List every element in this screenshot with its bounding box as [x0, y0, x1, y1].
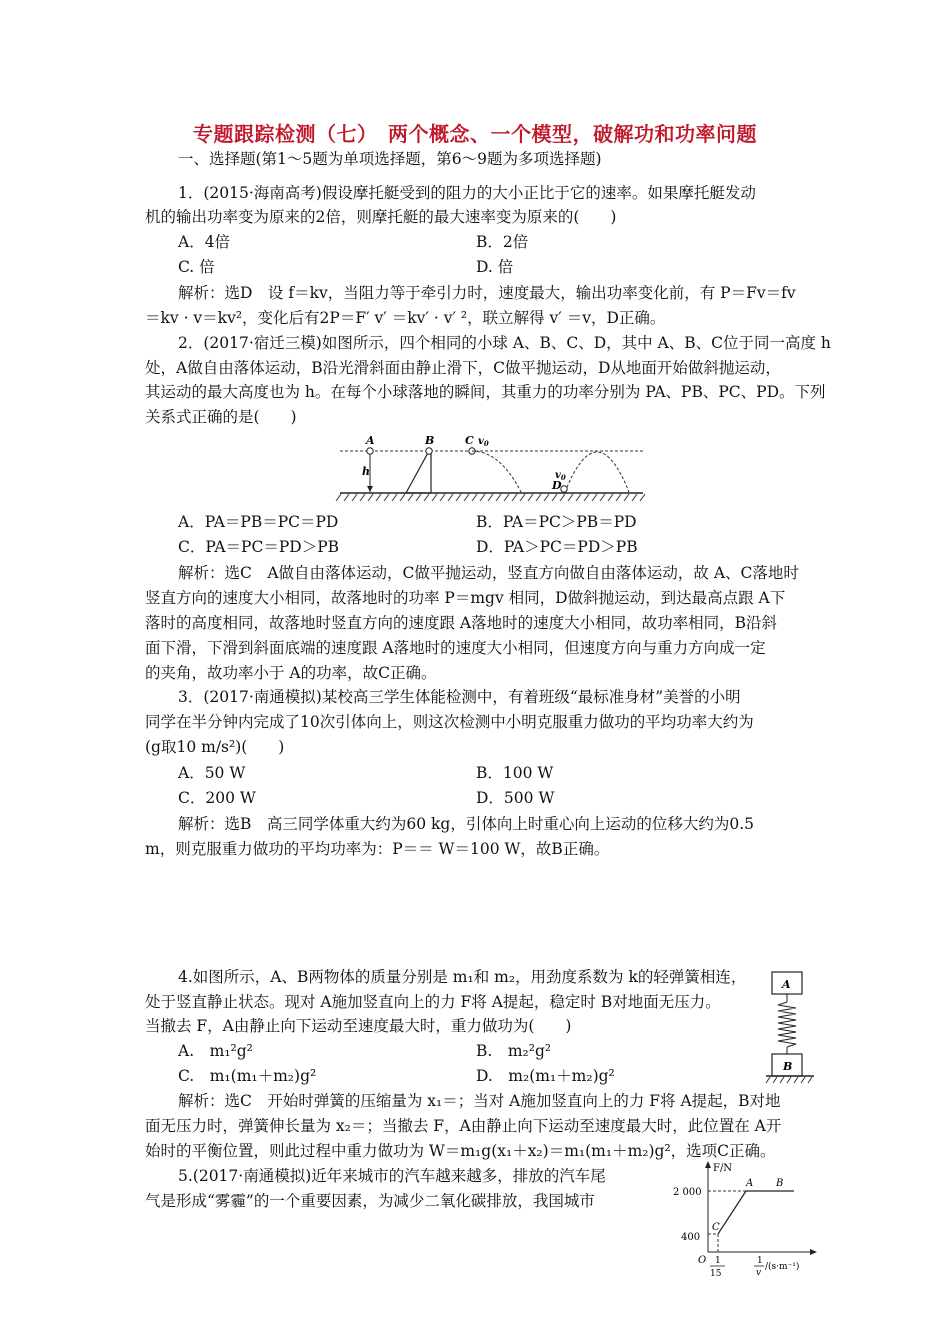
q1-option-d: D. 倍: [476, 258, 514, 276]
svg-text:v: v: [756, 1268, 762, 1278]
q4-solution-line3: 始时的平衡位置，则此过程中重力做功为 W＝m₁g(x₁＋x₂)＝m₁(m₁＋m₂)g²，选项C正确。: [145, 1142, 776, 1160]
q4-stem-line1: 4.如图所示，A、B两物体的质量分别是 m₁和 m₂，用劲度系数为 k的轻弹簧相连，: [178, 968, 747, 986]
svg-text:B: B: [776, 1178, 784, 1189]
svg-text:v0: $v_0$: [555, 470, 566, 482]
q2-option-a: A．PA＝PB＝PC＝PD: [178, 513, 339, 531]
q2-figure: [335, 432, 650, 504]
q1-option-c: C. 倍: [178, 258, 215, 276]
q2-solution-line5: 的夹角，故功率小于 A的功率，故C正确。: [145, 664, 437, 682]
q2-option-c: C．PA＝PC＝PD＞PB: [178, 538, 340, 556]
q2-stem-line4: 关系式正确的是( ): [145, 408, 297, 426]
q2-solution-line4: 面下滑，下滑到斜面底端的速度跟 A落地时的速度大小相同，但速度方向与重力方向成一定: [145, 639, 766, 657]
q5-stem-line2: 气是形成“雾霾”的一个重要因素，为减少二氧化碳排放，我国城市: [145, 1192, 595, 1210]
q4-option-a: A. m₁²g²: [178, 1042, 253, 1060]
q3-solution-line1: 解析：选B 高三同学体重大约为60 kg，引体向上时重心向上运动的位移大约为0.5: [178, 815, 755, 833]
q2-stem-line3: 其运动的最大高度也为 h。在每个小球落地的瞬间，其重力的功率分别为 PA、PB、PC、PD。下列: [145, 383, 826, 401]
svg-text:h: h: [362, 465, 370, 478]
q3-stem-line1: 3．(2017·南通模拟)某校高三学生体能检测中，有着班级“最标准身材”美誉的小明: [178, 688, 741, 706]
q1-option-a: A．4倍: [178, 233, 231, 251]
svg-text:O: O: [698, 1255, 707, 1266]
svg-text:A: A: [746, 1178, 754, 1189]
q2-solution-line1: 解析：选C A做自由落体运动，C做平抛运动，竖直方向做自由落体运动，故 A、C落地时: [178, 564, 799, 582]
q3-option-c: C．200 W: [178, 789, 256, 807]
q3-stem-line2: 同学在半分钟内完成了10次引体向上，则这次检测中小明克服重力做功的平均功率大约为: [145, 713, 754, 731]
svg-text:F/N: F/N: [713, 1163, 733, 1174]
q1-solution-line1: 解析：选D 设 f＝kv，当阻力等于牵引力时，速度最大，输出功率变化前，有 P＝Fv＝fv: [178, 284, 796, 302]
svg-text:A: A: [782, 978, 791, 991]
q5-graph-figure: [672, 1158, 822, 1284]
svg-text:/(s·m⁻¹): /(s·m⁻¹): [765, 1262, 800, 1272]
page-title: 专题跟踪检测（七） 两个概念、一个模型，破解功和功率问题: [193, 122, 757, 146]
q3-stem-line3: (g取10 m/s²)( ): [145, 738, 285, 756]
svg-text:C: C: [465, 434, 474, 447]
svg-text:D: D: [552, 479, 562, 492]
q2-option-d: D．PA＞PC＝PD＞PB: [476, 538, 638, 556]
q3-option-a: A．50 W: [178, 764, 246, 782]
q4-option-c: C. m₁(m₁＋m₂)g²: [178, 1067, 317, 1085]
svg-text:B: B: [783, 1060, 793, 1073]
q2-solution-line3: 落时的高度相同，故落地时竖直方向的速度跟 A落地时的速度大小相同，故功率相同，B沿斜: [145, 614, 778, 632]
svg-text:A: A: [366, 434, 375, 447]
q4-stem-line3: 当撤去 F，A由静止向下运动至速度最大时，重力做功为( ): [145, 1017, 572, 1035]
q4-option-b: B. m₂²g²: [476, 1042, 552, 1060]
q1-stem-line2: 机的输出功率变为原来的2倍，则摩托艇的最大速率变为原来的( ): [145, 208, 617, 226]
q1-stem-line1: 1．(2015·海南高考)假设摩托艇受到的阻力的大小正比于它的速率。如果摩托艇发动: [178, 184, 756, 202]
q2-stem-line2: 处，A做自由落体运动，B沿光滑斜面由静止滑下，C做平抛运动，D从地面开始做斜抛运动，: [145, 359, 781, 377]
q3-option-d: D．500 W: [476, 789, 555, 807]
svg-text:v0: $v_0$: [478, 436, 489, 448]
q4-solution-line1: 解析：选C 开始时弹簧的压缩量为 x₁＝；当对 A施加竖直向上的力 F将 A提起，B对地: [178, 1092, 781, 1110]
q5-stem-line1: 5.(2017·南通模拟)近年来城市的汽车越来越多，排放的汽车尾: [178, 1167, 606, 1185]
section-heading: 一、选择题(第1～5题为单项选择题，第6～9题为多项选择题): [178, 150, 602, 168]
svg-text:C: C: [712, 1222, 720, 1233]
q2-stem-line1: 2．(2017·宿迁三模)如图所示，四个相同的小球 A、B、C、D，其中 A、B、C位于同一高度 h: [178, 334, 831, 352]
q4-stem-line2: 处于竖直静止状态。现对 A施加竖直向上的力 F将 A提起，稳定时 B对地面无压力。: [145, 993, 721, 1011]
svg-text:B: B: [425, 434, 435, 447]
svg-text:15: 15: [710, 1269, 722, 1279]
q3-option-b: B．100 W: [476, 764, 554, 782]
svg-text:1: 1: [715, 1256, 721, 1266]
q1-option-b: B．2倍: [476, 233, 529, 251]
q3-solution-line2: m，则克服重力做功的平均功率为：P＝＝ W＝100 W，故B正确。: [145, 840, 610, 858]
q1-solution-line2: ＝kv · v＝kv²，变化后有2P＝F′ v′ ＝kv′ · v′ ²，联立解得 v′ ＝v，D正确。: [145, 309, 666, 327]
q2-solution-line2: 竖直方向的速度大小相同，故落地时的功率 P＝mgv 相同，D做斜抛运动，到达最高点跟 A下: [145, 589, 786, 607]
svg-text:1: 1: [757, 1256, 763, 1266]
q4-option-d: D. m₂(m₁＋m₂)g²: [476, 1067, 615, 1085]
q2-option-b: B．PA＝PC＞PB＝PD: [476, 513, 637, 531]
q4-solution-line2: 面无压力时，弹簧伸长量为 x₂＝；当撤去 F，A由静止向下运动至速度最大时，此位置在 A开: [145, 1117, 782, 1135]
q4-spring-figure: [764, 964, 824, 1098]
svg-text:400: 400: [681, 1232, 701, 1243]
svg-text:2 000: 2 000: [673, 1187, 702, 1198]
